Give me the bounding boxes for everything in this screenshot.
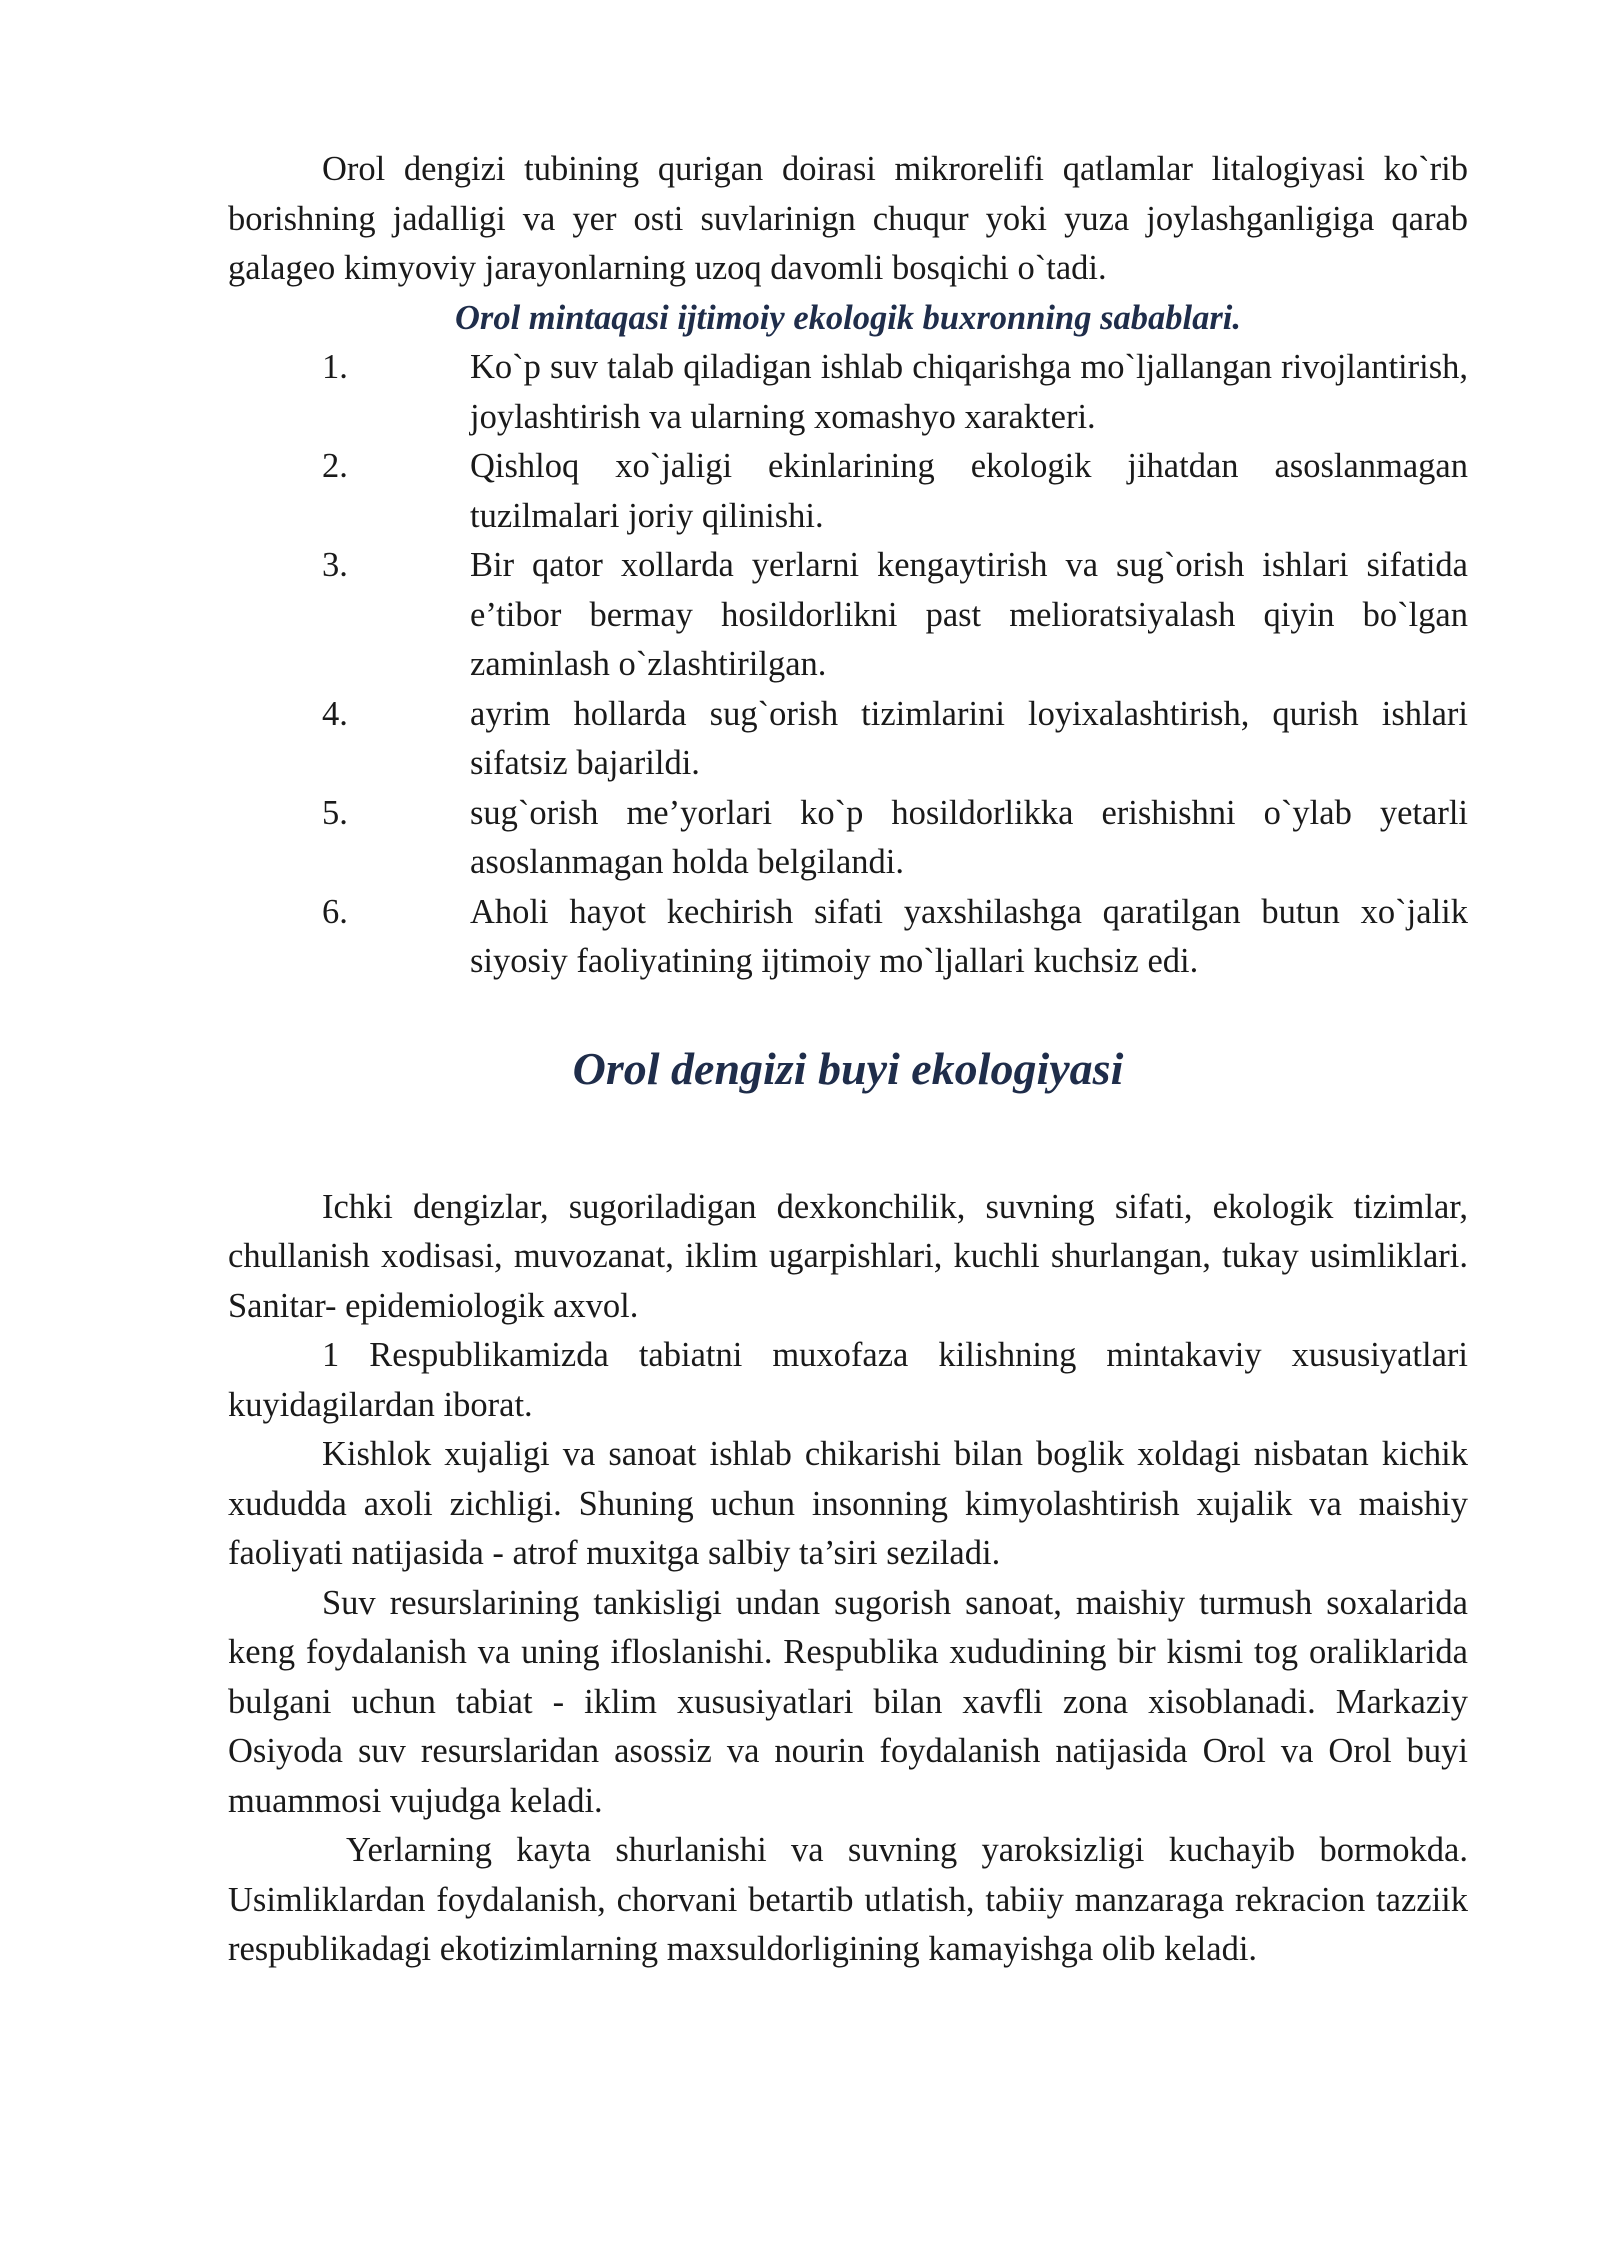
body-paragraph: Yerlarning kayta shurlanishi va suvning yaroksizligi kuchayib bormokda. Usimliklardan foydalanish, chorvani betartib utlatish, tabiiy manzaraga rekracion tazziik respublikadagi ekotizimlarning maxsuldorligining kamayishga olib keladi. — [228, 1831, 1468, 1968]
reasons-list — [228, 343, 1468, 987]
list-item-text: Ko`p suv talab qiladigan ishlab chiqarishga mo`ljallangan rivojlantirish, joylashtirish va ularning xomashyo xarakteri. — [470, 348, 1468, 436]
body-paragraph: Kishlok xujaligi va sanoat ishlab chikarishi bilan boglik xoldagi nisbatan kichik xududda axoli zichligi. Shuning uchun insonning kimyolashtirish xujalik va maishiy faoliyati natijasida - atrof muxitga salbiy ta’siri seziladi. — [228, 1435, 1468, 1572]
list-item — [228, 690, 1468, 789]
list-item-number: 3. — [322, 546, 348, 584]
list-item-number: 2. — [322, 447, 348, 485]
list-item — [228, 442, 1468, 541]
list-item-text: Qishloq xo`jaligi ekinlarining ekologik jihatdan asoslanmagan tuzilmalari joriy qilinishi. — [470, 447, 1468, 535]
list-item-number: 1. — [322, 348, 348, 386]
body-paragraph: Suv resurslarining tankisligi undan sugorish sanoat, maishiy turmush soxalarida keng foydalanish va uning ifloslanishi. Respublika xududining bir kismi tog oraliklarida bulgani uchun tabiat - iklim xususiyatlari bilan xavfli zona xisoblanadi. Markaziy Osiyoda suv resurslaridan asossiz va nourin foydalanish natijasida Orol va Orol buyi muammosi vujudga keladi. — [228, 1583, 1468, 1820]
list-item — [228, 789, 1468, 888]
body-paragraph: Ichki dengizlar, sugoriladigan dexkonchilik, suvning sifati, ekologik tizimlar, chullanish xodisasi, muvozanat, iklim ugarpishlari, kuchli shurlangan, tukay usimliklari. Sanitar- epidemiologik axvol. — [228, 1187, 1468, 1325]
list-item-number: 5. — [322, 793, 348, 832]
document-page — [228, 145, 1468, 1975]
body-paragraph: 1 Respublikamizda tabiatni muxofaza kilishning mintakaviy xususiyatlari kuyidagilardan iborat. — [228, 1336, 1468, 1424]
list-item-number: 4. — [322, 694, 348, 733]
list-item-text: Aholi hayot kechirish sifati yaxshilashga qaratilgan butun xo`jalik siyosiy faoliyatining ijtimoiy mo`ljallari kuchsiz edi. — [470, 892, 1468, 980]
section-title: Orol dengizi buyi ekologiyasi — [572, 1042, 1124, 1094]
list-item-text: Bir qator xollarda yerlarni kengaytirish va sug`orish ishlari sifatida e’tibor bermay hosildorlikni past melioratsiyalash qiyin bo`lgan zaminlash o`zlashtirilgan. — [470, 546, 1468, 683]
list-item — [228, 888, 1468, 987]
reasons-heading: Orol mintaqasi ijtimoiy ekologik buxronning sabablari. — [455, 298, 1241, 337]
list-item-text: sug`orish me’yorlari ko`p hosildorlikka erishishni o`ylab yetarli asoslanmagan holda belgilandi. — [470, 793, 1468, 881]
list-item — [228, 541, 1468, 690]
list-item-text: ayrim hollarda sug`orish tizimlarini loyixalashtirish, qurish ishlari sifatsiz bajarildi. — [470, 694, 1468, 782]
list-item — [228, 343, 1468, 442]
intro-paragraph: Orol dengizi tubining qurigan doirasi mikrorelifi qatlamlar litalogiyasi ko`rib borishning jadalligi va yer osti suvlarinign chuqur yoki yuza joylashganligiga qarab galageo kimyoviy jarayonlarning uzoq davomli bosqichi o`tadi. — [228, 150, 1468, 287]
list-item-number: 6. — [322, 892, 348, 931]
